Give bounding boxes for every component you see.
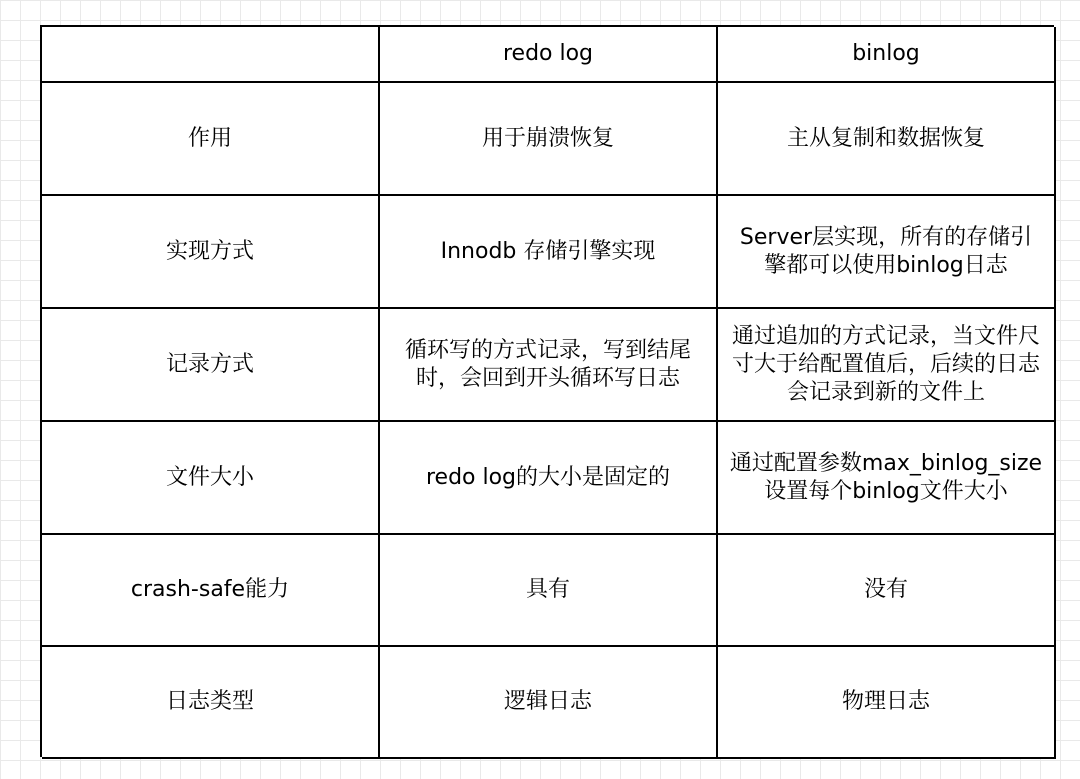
row-label: crash-safe能力 [130, 577, 290, 602]
binlog-cell [718, 422, 1056, 535]
header-label: redo log [502, 41, 594, 66]
redo-log-cell [380, 196, 718, 309]
cell-text: 没有 [863, 577, 908, 602]
binlog-cell [718, 309, 1056, 422]
row-label: 作用 [187, 125, 232, 151]
cell-text: 通过追加的方式记录，当文件尺寸大于给配置值后，后续的日志会记录到新的文件上 [731, 323, 1040, 405]
redo-log-cell [380, 309, 718, 422]
row-label-cell [42, 309, 380, 422]
cell-text: 通过配置参数max_binlog_size设置每个binlog文件大小 [729, 450, 1043, 504]
header-label: binlog [852, 41, 920, 66]
cell-text: 逻辑日志 [503, 689, 592, 714]
redo-log-cell [380, 422, 718, 535]
row-label: 文件大小 [165, 464, 254, 490]
redo-log-cell [380, 647, 718, 759]
binlog-cell [718, 83, 1056, 196]
row-label-cell [42, 422, 380, 535]
cell-text: 循环写的方式记录，写到结尾时，会回到开头循环写日志 [404, 337, 691, 391]
header-cell-empty [42, 27, 380, 83]
row-label-cell [42, 535, 380, 647]
row-label-cell [42, 83, 380, 196]
header-cell-binlog [718, 27, 1056, 83]
cell-text: 具有 [525, 577, 570, 602]
row-label: 日志类型 [165, 689, 254, 714]
binlog-cell [718, 647, 1056, 759]
cell-text: Innodb 存储引擎实现 [440, 238, 656, 264]
redo-log-cell [380, 83, 718, 196]
row-label-cell [42, 196, 380, 309]
binlog-cell [718, 196, 1056, 309]
cell-text: Server层实现，所有的存储引擎都可以使用binlog日志 [739, 224, 1033, 278]
row-label: 实现方式 [165, 238, 254, 264]
redo-log-cell [380, 535, 718, 647]
comparison-table [40, 25, 1054, 757]
binlog-cell [718, 535, 1056, 647]
cell-text: 主从复制和数据恢复 [786, 125, 985, 151]
header-cell-redo-log [380, 27, 718, 83]
cell-text: 物理日志 [841, 689, 930, 714]
row-label: 记录方式 [165, 351, 254, 377]
cell-text: redo log的大小是固定的 [425, 464, 671, 490]
row-label-cell [42, 647, 380, 759]
cell-text: 用于崩溃恢复 [481, 125, 614, 151]
